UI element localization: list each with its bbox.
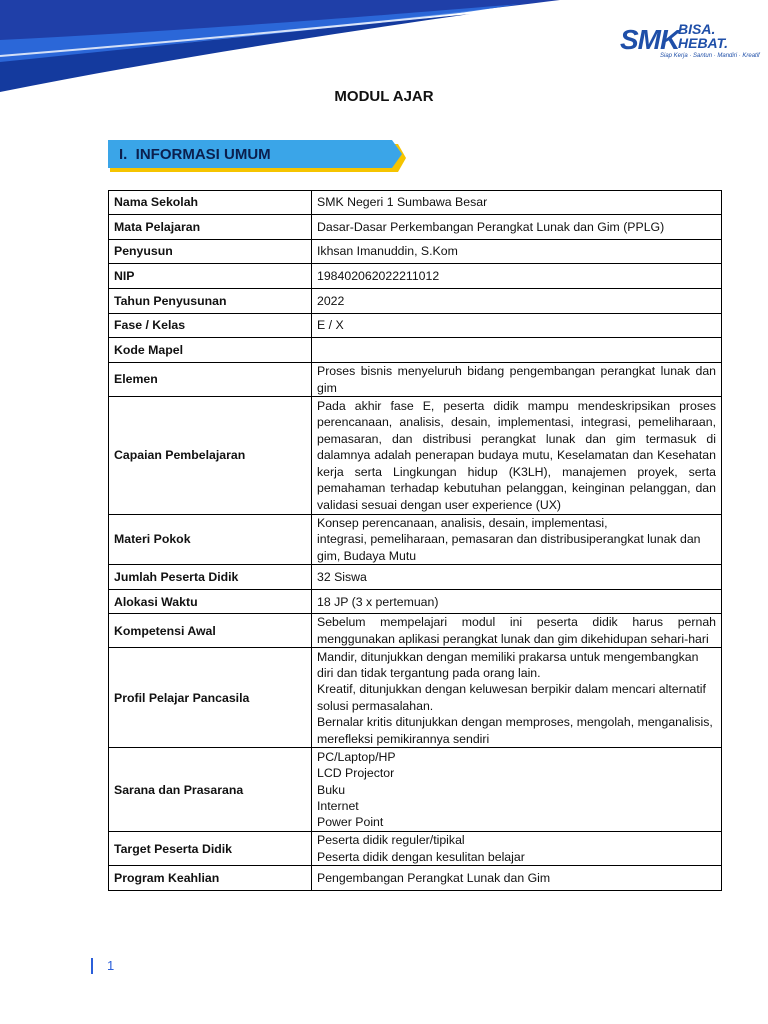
field-value-line: Buku (317, 782, 346, 797)
field-value (312, 215, 722, 240)
field-label: Materi Pokok (109, 515, 312, 565)
table-row (109, 215, 722, 240)
table-row (109, 338, 722, 363)
section-banner (108, 138, 408, 178)
field-label: Elemen (109, 363, 312, 397)
field-label: Profil Pelajar Pancasila (109, 648, 312, 748)
table-row (109, 590, 722, 614)
field-value-line: 198402062022211012 (317, 268, 440, 283)
table-row (109, 264, 722, 289)
field-value (312, 614, 722, 648)
field-label: Alokasi Waktu (109, 590, 312, 614)
field-value-line: Ikhsan Imanuddin, S.Kom (317, 244, 458, 259)
table-row (109, 866, 722, 891)
field-value-line: SMK Negeri 1 Sumbawa Besar (317, 195, 488, 210)
field-label: Target Peserta Didik (109, 832, 312, 866)
table-row (109, 614, 722, 648)
field-label: Jumlah Peserta Didik (109, 565, 312, 590)
table-row (109, 240, 722, 264)
field-value-line: Power Point (317, 815, 384, 830)
field-value-line: 18 JP (3 x pertemuan) (317, 594, 439, 609)
field-label: Penyusun (109, 240, 312, 264)
field-value (312, 289, 722, 314)
field-value (312, 515, 722, 565)
field-value-line: Peserta didik dengan kesulitan belajar (317, 849, 525, 864)
page-marker (91, 958, 93, 974)
field-label: Sarana dan Prasarana (109, 748, 312, 832)
field-label: Kompetensi Awal (109, 614, 312, 648)
field-value-line: Sebelum mempelajari modul ini peserta didik harus pernah menggunakan aplikasi perangkat lunak dan gim dikehidupan sehari-hari (317, 615, 716, 646)
logo-smk: SMK (620, 24, 680, 55)
field-value (312, 264, 722, 289)
field-value (312, 240, 722, 264)
table-row (109, 289, 722, 314)
field-label: Fase / Kelas (109, 314, 312, 338)
field-value-line: Konsep perencanaan, analisis, desain, implementasi, (317, 516, 608, 530)
field-value-line: 32 Siswa (317, 570, 367, 585)
table-row (109, 397, 722, 515)
field-value-line: Peserta didik reguler/tipikal (317, 833, 465, 848)
table-row (109, 314, 722, 338)
info-table (108, 190, 722, 891)
field-value-line: Pada akhir fase E, peserta didik mampu mendeskripsikan proses perencanaan, analisis, desain, implementasi, integrasi, pemeliharaan, pemasaran, dan distribusi perangkat lunak dan gim termasuk di dalamnya adalah penerapan budaya mutu, Keselamatan dan Kesehatan kerja serta Lingkungan hidup (K3LH), manajemen proyek, serta pemahaman terhadap kebutuhan pelanggan, keinginan pelanggan, dan validasi sesuai dengan user experience (UX) (317, 399, 716, 512)
field-label: Capaian Pembelajaran (109, 397, 312, 515)
field-value-line: Proses bisnis menyeluruh bidang pengembangan perangkat lunak dan gim (317, 364, 716, 395)
table-row (109, 832, 722, 866)
table-row (109, 515, 722, 565)
field-label: Nama Sekolah (109, 191, 312, 215)
field-label: Mata Pelajaran (109, 215, 312, 240)
field-value-line: PC/Laptop/HP (317, 749, 396, 764)
logo-tagline: Siap Kerja · Santun · Mandiri · Kreatif (660, 53, 760, 59)
field-label: Tahun Penyusunan (109, 289, 312, 314)
field-value (312, 832, 722, 866)
logo-bisa-hebat: BISA. HEBAT. (678, 21, 729, 51)
section-heading: I. INFORMASI UMUM (119, 146, 271, 163)
field-value (312, 191, 722, 215)
smk-logo (620, 21, 760, 66)
field-value (312, 338, 722, 363)
field-label: Program Keahlian (109, 866, 312, 891)
field-value-line: Dasar-Dasar Perkembangan Perangkat Lunak dan Gim (PPLG) (317, 219, 665, 234)
field-value (312, 363, 722, 397)
field-value-line: E / X (317, 318, 344, 333)
field-value-line: Pengembangan Perangkat Lunak dan Gim (317, 871, 551, 886)
field-value-line: integrasi, pemeliharaan, pemasaran dan distribusiperangkat lunak dan gim, Budaya Mutu (317, 532, 701, 563)
document-title: MODUL AJAR (334, 88, 434, 105)
page-number: 1 (107, 958, 115, 973)
field-label: NIP (109, 264, 312, 289)
table-row (109, 648, 722, 748)
field-label: Kode Mapel (109, 338, 312, 363)
field-value (312, 397, 722, 515)
field-value-line: Bernalar kritis ditunjukkan dengan memproses, mengolah, menganalisis, merefleksi pemikirannya sendiri (317, 715, 713, 746)
field-value (312, 565, 722, 590)
field-value-line: 2022 (317, 293, 345, 308)
field-value (312, 748, 722, 832)
field-value-line: Internet (317, 798, 359, 813)
field-value-line: Kreatif, ditunjukkan dengan keluwesan berpikir dalam mencari alternatif solusi permasalahan. (317, 682, 706, 713)
table-row (109, 748, 722, 832)
field-value-line: LCD Projector (317, 766, 395, 781)
field-value (312, 648, 722, 748)
field-value (312, 314, 722, 338)
field-value (312, 590, 722, 614)
field-value (312, 866, 722, 891)
table-row (109, 565, 722, 590)
table-row (109, 191, 722, 215)
field-value-line: Mandir, ditunjukkan dengan memiliki prakarsa untuk mengembangkan diri dan tidak tergantung pada orang lain. (317, 649, 699, 680)
table-row (109, 363, 722, 397)
